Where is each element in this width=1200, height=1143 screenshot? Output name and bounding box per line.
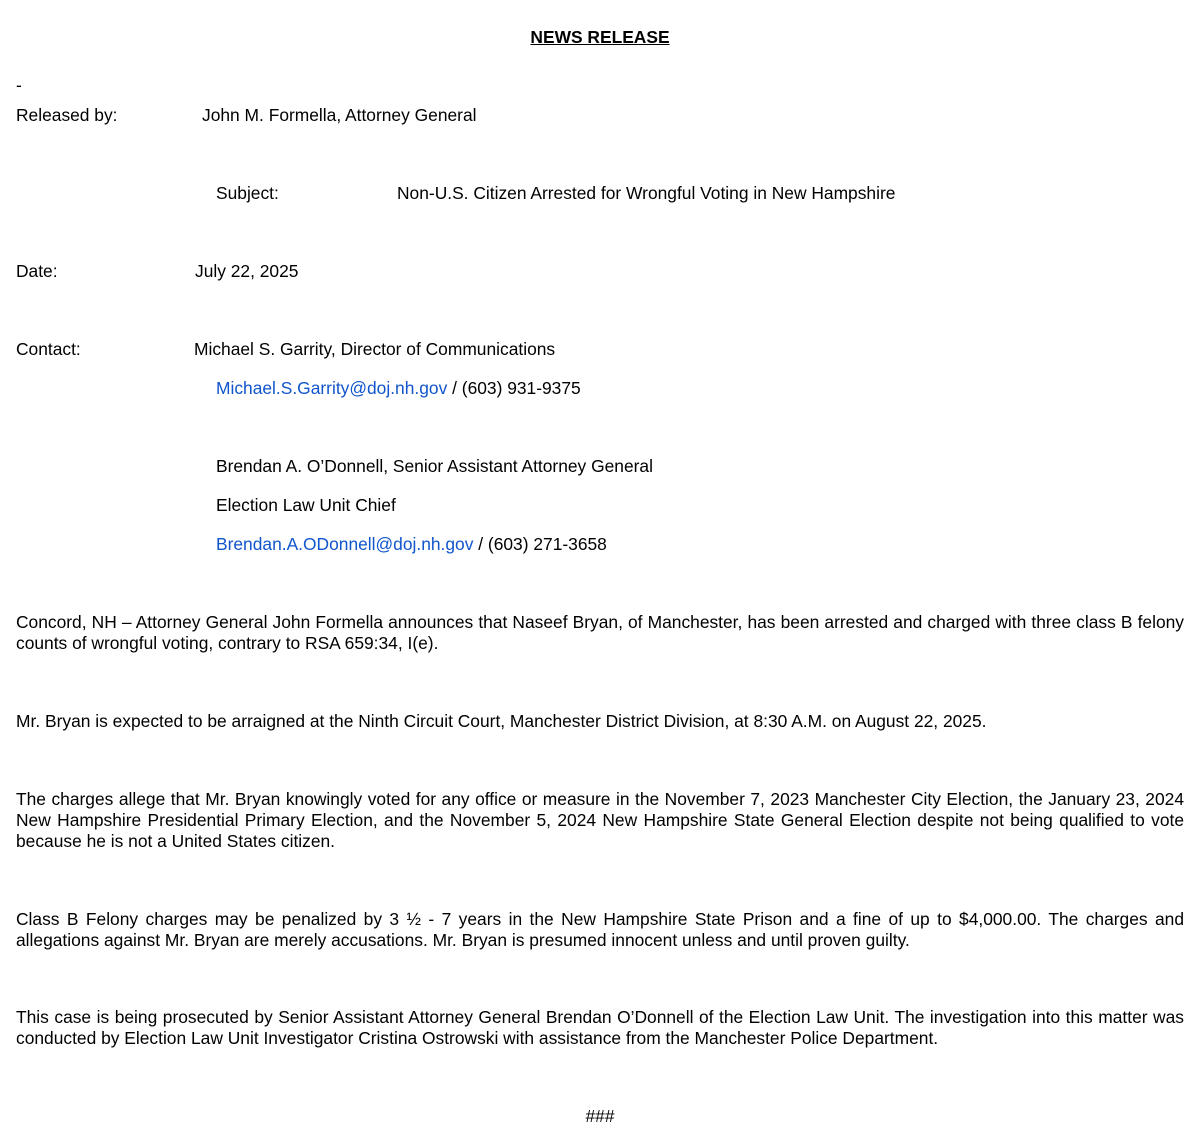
contact1-line	[216, 378, 581, 399]
contact1-email-link[interactable]: Michael.S.Garrity@doj.nh.gov	[216, 378, 448, 398]
released-by-value: John M. Formella, Attorney General	[202, 105, 477, 125]
paragraph-arraignment: Mr. Bryan is expected to be arraigned at the Ninth Circuit Court, Manchester District Division, at 8:30 A.M. on August 22, 2025.	[16, 711, 987, 731]
contact2-role: Election Law Unit Chief	[216, 495, 396, 515]
subject-value: Non-U.S. Citizen Arrested for Wrongful Voting in New Hampshire	[397, 183, 896, 203]
contact1-phone: / (603) 931-9375	[447, 378, 581, 398]
contact2-line	[216, 534, 607, 555]
contact1-name: Michael S. Garrity, Director of Communications	[194, 339, 556, 359]
contact2-email-link[interactable]: Brendan.A.ODonnell@doj.nh.gov	[216, 534, 474, 554]
contact2-name: Brendan A. O’Donnell, Senior Assistant Attorney General	[216, 456, 653, 476]
contact-label: Contact:	[16, 339, 81, 359]
date-label: Date:	[16, 261, 58, 281]
paragraph-charges: The charges allege that Mr. Bryan knowingly voted for any office or measure in the November 7, 2023 Manchester City Election, the January 23, 2024 New Hampshire Presidential Primary Election, and the November 5, 2024 New Hampshire State General Election despite not being qualified to vote because he is not a United States citizen.	[16, 789, 1184, 851]
paragraph-penalties: Class B Felony charges may be penalized by 3 ½ - 7 years in the New Hampshire State Prison and a fine of up to $4,000.00. The charges and allegations against Mr. Bryan are merely accusations. Mr. Bryan is presumed innocent unless and until proven guilty.	[16, 909, 1184, 950]
released-by-label: Released by:	[16, 105, 118, 125]
date-value: July 22, 2025	[195, 261, 299, 281]
news-release-title: NEWS RELEASE	[530, 27, 670, 47]
paragraph-announcement: Concord, NH – Attorney General John Formella announces that Naseef Bryan, of Manchester, has been arrested and charged with three class B felony counts of wrongful voting, contrary to RSA 659:34, I(e).	[16, 612, 1184, 653]
subject-label: Subject:	[216, 183, 279, 203]
separator-dash: -	[16, 75, 22, 95]
contact2-phone: / (603) 271-3658	[473, 534, 607, 554]
paragraph-prosecution: This case is being prosecuted by Senior Assistant Attorney General Brendan O’Donnell of the Election Law Unit. The investigation into this matter was conducted by Election Law Unit Investigator Cristina Ostrowski with assistance from the Manchester Police Department.	[16, 1007, 1184, 1048]
end-mark: ###	[585, 1106, 615, 1126]
